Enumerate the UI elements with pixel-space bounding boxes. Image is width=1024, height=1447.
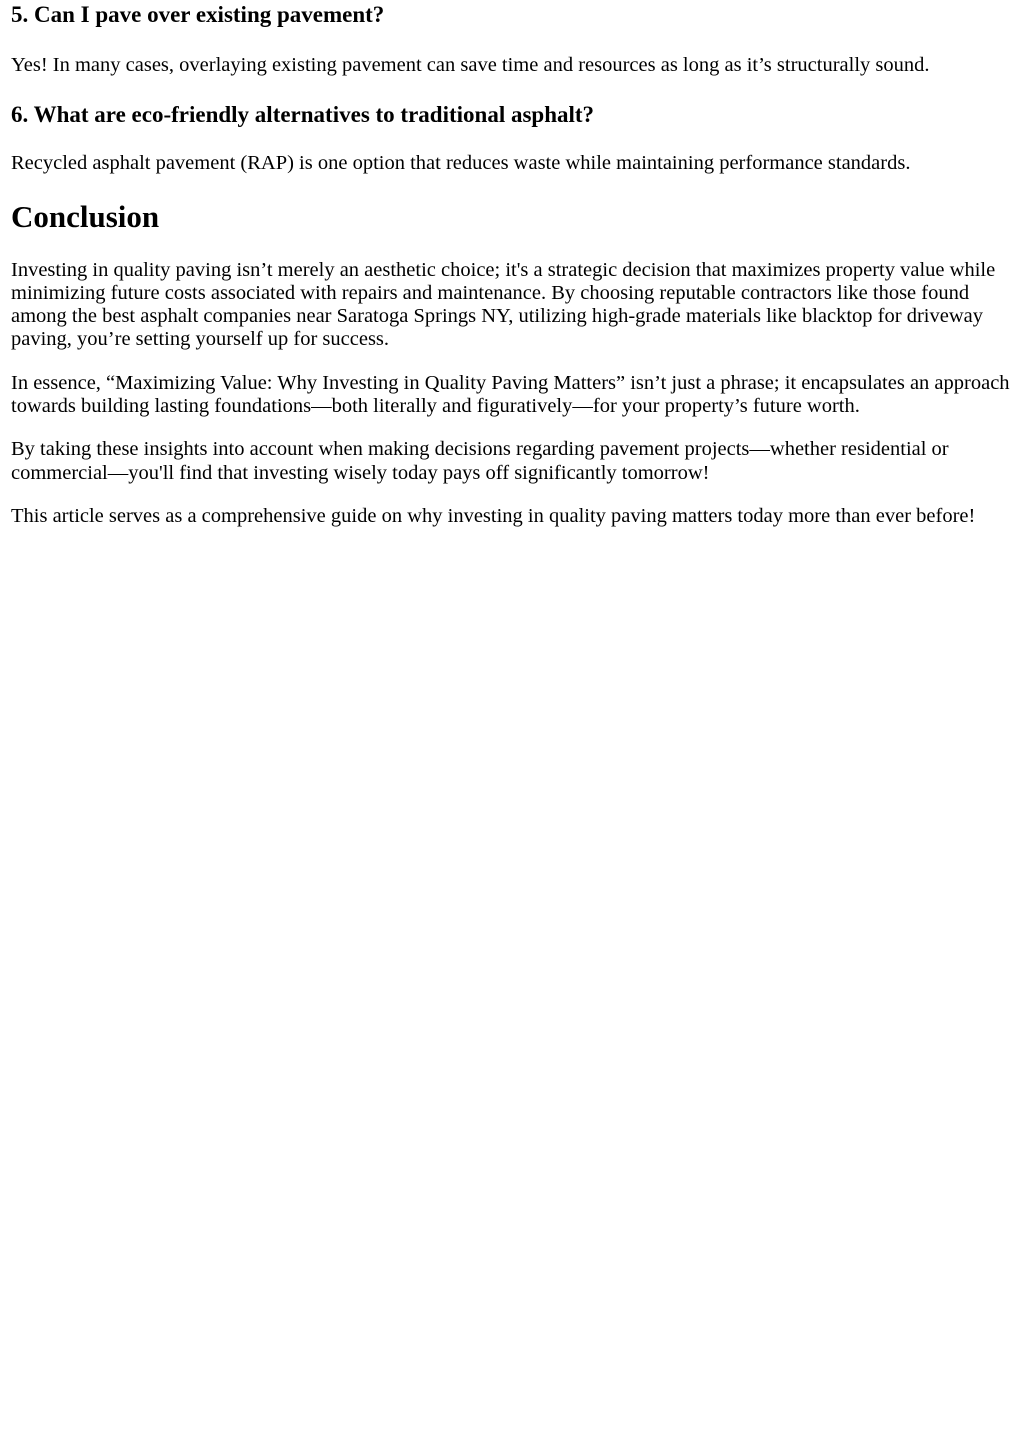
conclusion-heading: Conclusion — [11, 198, 160, 234]
faq-answer-5: Yes! In many cases, overlaying existing pavement can save time and resources as long as it’s structurally sound. — [11, 54, 930, 76]
faq-question-6: 6. What are eco-friendly alternatives to traditional asphalt? — [11, 102, 595, 128]
conclusion-paragraph-3: By taking these insights into account when making decisions regarding pavement projects—whether residential or commercial—you'll find that investing wisely today pays off significantly tomorrow! — [11, 438, 949, 484]
conclusion-paragraph-4: This article serves as a comprehensive guide on why investing in quality paving matters today more than ever before! — [11, 504, 976, 527]
faq-question-5: 5. Can I pave over existing pavement? — [11, 2, 385, 27]
conclusion-paragraph-1: Investing in quality paving isn’t merely an aesthetic choice; it's a strategic decision that maximizes property value while minimizing future costs associated with repairs and maintenance. By choosing reputable contractors like those found among the best asphalt companies near Saratoga Springs NY, utilizing high-grade materials like blacktop for driveway paving, you’re setting yourself up for success. — [11, 258, 996, 351]
faq-answer-6: Recycled asphalt pavement (RAP) is one option that reduces waste while maintaining performance standards. — [11, 152, 911, 175]
conclusion-paragraph-2: In essence, “Maximizing Value: Why Investing in Quality Paving Matters” isn’t just a phrase; it encapsulates an approach towards building lasting foundations—both literally and figuratively—for your property’s future worth. — [11, 371, 1010, 418]
article-body — [0, 1, 1024, 528]
